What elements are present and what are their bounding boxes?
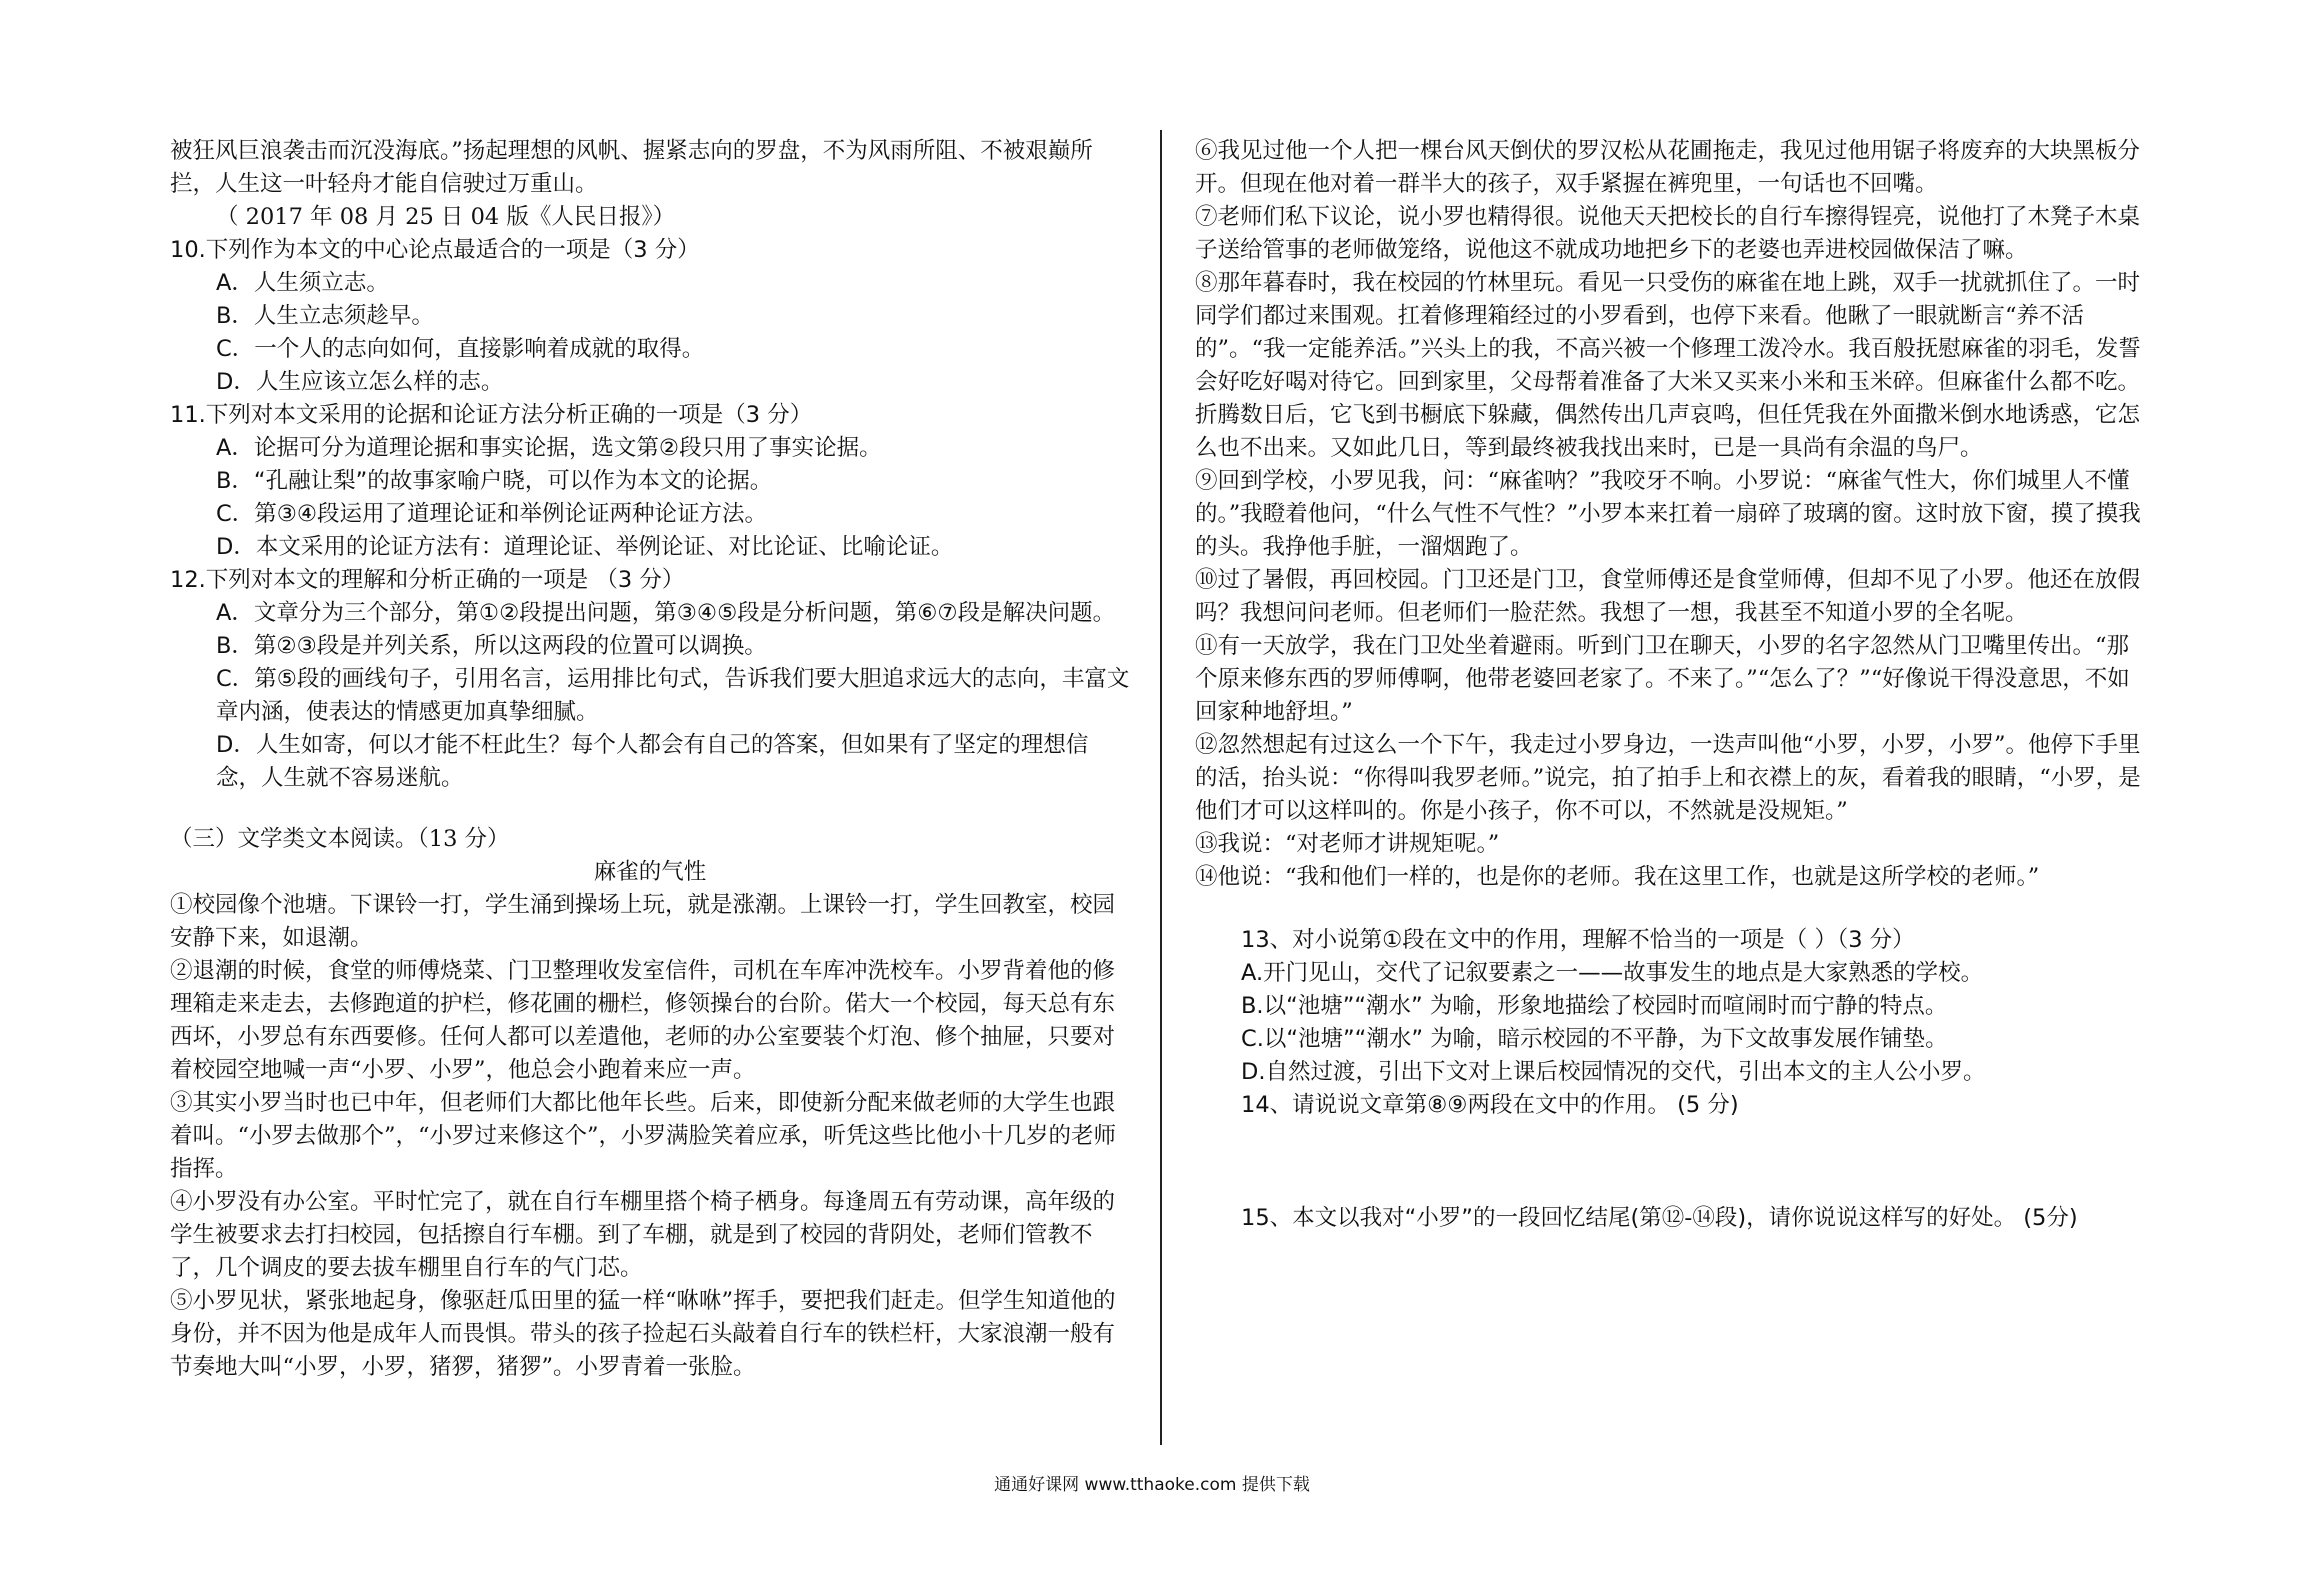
question-13-stem: 13、对小说第①段在文中的作用，理解不恰当的一项是（ ）（3 分） [1241, 927, 1915, 953]
question-11-stem: 11.下列对本文采用的论据和论证方法分析正确的一项是（3 分） [170, 402, 813, 428]
q12-option-d: D．人生如寄，何以才能不枉此生？每个人都会有自己的答案，但如果有了坚定的理想信念，人生就不容易迷航。 [216, 732, 1089, 791]
q13-option-d: D.自然过渡，引出下文对上课后校园情况的交代，引出本文的主人公小罗。 [1241, 1059, 1986, 1085]
q12-option-c: C．第⑤段的画线句子，引用名言，运用排比句式，告诉我们要大胆追求远大的志向，丰富文章内涵，使表达的情感更加真挚细腻。 [216, 666, 1130, 725]
question-15: 15、本文以我对“小罗”的一段回忆结尾(第⑫-⑭段)，请你说说这样写的好处。 (5分) [1241, 1205, 2078, 1231]
q10-option-b: B．人生立志须趁早。 [216, 303, 434, 329]
q13-option-c: C.以“池塘”“潮水” 为喻，暗示校园的不平静，为下文故事发展作铺垫。 [1241, 1026, 1948, 1052]
question-10-stem: 10.下列作为本文的中心论点最适合的一项是（3 分） [170, 237, 700, 263]
story-paragraph-13: ⑬我说：“对老师才讲规矩呢。” [1195, 831, 1500, 857]
answer-space [1195, 1122, 2150, 1202]
story-paragraph-8: ⑧那年暮春时，我在校园的竹林里玩。看见一只受伤的麻雀在地上跳，双手一扰就抓住了。一时同学们都过来围观。扛着修理箱经过的小罗看到，也停下来看。他瞅了一眼就断言“养不活的”。“我一定能养活。”兴头上的我，不高兴被一个修理工泼冷水。我百般抚慰麻雀的羽毛，发誓会好吃好喝对待它。回到家里，父母帮着准备了大米又买来小米和玉米碎。但麻雀什么都不吃。折腾数日后，它飞到书橱底下躲藏，偶然传出几声哀鸣，但任凭我在外面撒米倒水地诱惑，它怎么也不出来。又如此几日，等到最终被我找出来时，已是一具尚有余温的鸟尸。 [1195, 270, 2141, 461]
q13-option-a: A.开门见山，交代了记叙要素之一——故事发生的地点是大家熟悉的学校。 [1241, 960, 1984, 986]
q11-option-c: C．第③④段运用了道理论证和举例论证两种论证方法。 [216, 501, 768, 527]
story-paragraph-1: ①校园像个池塘。下课铃一打，学生涌到操场上玩，就是涨潮。上课铃一打，学生回教室，校园安静下来，如退潮。 [170, 892, 1116, 951]
story-paragraph-2: ②退潮的时候，食堂的师傅烧菜、门卫整理收发室信件，司机在车库冲洗校车。小罗背着他的修理箱走来走去，去修跑道的护栏，修花圃的栅栏，修领操台的台阶。偌大一个校园，每天总有东西坏，小罗总有东西要修。任何人都可以差遣他，老师的办公室要装个灯泡、修个抽屉，只要对着校园空地喊一声“小罗、小罗”，他总会小跑着来应一声。 [170, 958, 1116, 1083]
section-title: （三）文学类文本阅读。（13 分） [170, 826, 510, 852]
right-column [1195, 135, 2150, 1235]
q10-option-a: A．人生须立志。 [216, 270, 389, 296]
spacer [1195, 894, 2150, 924]
story-paragraph-12: ⑫忽然想起有过这么一个下午，我走过小罗身边，一迭声叫他“小罗，小罗，小罗”。他停下手里的活，抬头说：“你得叫我罗老师。”说完，拍了拍手上和衣襟上的灰，看着我的眼睛，“小罗，是他们才可以这样叫的。你是小孩子，你不可以，不然就是没规矩。” [1195, 732, 2141, 824]
page-footer: 通通好课网 www.tthaoke.com 提供下载 [994, 1475, 1310, 1495]
q10-option-c: C．一个人的志向如何，直接影响着成就的取得。 [216, 336, 705, 362]
story-paragraph-4: ④小罗没有办公室。平时忙完了，就在自行车棚里搭个椅子栖身。每逢周五有劳动课，高年级的学生被要求去打扫校园，包括擦自行车棚。到了车棚，就是到了校园的背阴处，老师们管教不了，几个调皮的要去拔车棚里自行车的气门芯。 [170, 1189, 1116, 1281]
story-paragraph-11: ⑪有一天放学，我在门卫处坐着避雨。听到门卫在聊天，小罗的名字忽然从门卫嘴里传出。“那个原来修东西的罗师傅啊，他带老婆回老家了。不来了。”“怎么了？”“好像说干得没意思，不如回家种地舒坦。” [1195, 633, 2130, 725]
q11-option-d: D．本文采用的论证方法有：道理论证、举例论证、对比论证、比喻论证。 [216, 534, 954, 560]
question-14: 14、请说说文章第⑧⑨两段在文中的作用。 (5 分) [1241, 1092, 1739, 1118]
story-title: 麻雀的气性 [593, 859, 707, 885]
source-citation: （ 2017 年 08 月 25 日 04 版《人民日报》） [216, 204, 676, 230]
q12-option-b: B．第②③段是并列关系，所以这两段的位置可以调换。 [216, 633, 767, 659]
left-column [170, 135, 1130, 1384]
q12-option-a: A．文章分为三个部分，第①②段提出问题，第③④⑤段是分析问题，第⑥⑦段是解决问题。 [216, 600, 1116, 626]
question-12-stem: 12.下列对本文的理解和分析正确的一项是 （3 分） [170, 567, 685, 593]
story-paragraph-6: ⑥我见过他一个人把一棵台风天倒伏的罗汉松从花圃拖走，我见过他用锯子将废弃的大块黑板分开。但现在他对着一群半大的孩子，双手紧握在裤兜里，一句话也不回嘴。 [1195, 138, 2141, 197]
story-paragraph-10: ⑩过了暑假，再回校园。门卫还是门卫，食堂师傅还是食堂师傅，但却不见了小罗。他还在放假吗？我想问问老师。但老师们一脸茫然。我想了一想，我甚至不知道小罗的全名呢。 [1195, 567, 2141, 626]
q10-option-d: D．人生应该立怎么样的志。 [216, 369, 504, 395]
q11-option-b: B．“孔融让梨”的故事家喻户晓，可以作为本文的论据。 [216, 468, 773, 494]
story-paragraph-7: ⑦老师们私下议论，说小罗也精得很。说他天天把校长的自行车擦得锃亮，说他打了木凳子木桌子送给管事的老师做笼络，说他这不就成功地把乡下的老婆也弄进校园做保洁了嘛。 [1195, 204, 2141, 263]
intro-paragraph: 被狂风巨浪袭击而沉没海底。”扬起理想的风帆、握紧志向的罗盘，不为风雨所阻、不被艰巅所拦，人生这一叶轻舟才能自信驶过万重山。 [170, 138, 1093, 197]
story-paragraph-14: ⑭他说：“我和他们一样的，也是你的老师。我在这里工作，也就是这所学校的老师。” [1195, 864, 2040, 890]
story-paragraph-9: ⑨回到学校，小罗见我，问：“麻雀呐？”我咬牙不响。小罗说：“麻雀气性大，你们城里人不懂的。”我瞪着他问，“什么气性不气性？”小罗本来扛着一扇碎了玻璃的窗。这时放下窗，摸了摸我的头。我挣他手脏，一溜烟跑了。 [1195, 468, 2141, 560]
q13-option-b: B.以“池塘”“潮水” 为喻，形象地描绘了校园时而喧闹时而宁静的特点。 [1241, 993, 1948, 1019]
q11-option-a: A．论据可分为道理论据和事实论据，选文第②段只用了事实论据。 [216, 435, 882, 461]
column-divider [1160, 130, 1162, 1445]
story-paragraph-5: ⑤小罗见状，紧张地起身，像驱赶瓜田里的猛一样“咻咻”挥手，要把我们赶走。但学生知道他的身份，并不因为他是成年人而畏惧。带头的孩子捡起石头敲着自行车的铁栏杆，大家浪潮一般有节奏地大叫“小罗，小罗，猪猡，猪猡”。小罗青着一张脸。 [170, 1288, 1116, 1380]
story-paragraph-3: ③其实小罗当时也已中年，但老师们大都比他年长些。后来，即使新分配来做老师的大学生也跟着叫。“小罗去做那个”，“小罗过来修这个”，小罗满脸笑着应承，听凭这些比他小十几岁的老师指挥。 [170, 1090, 1117, 1182]
